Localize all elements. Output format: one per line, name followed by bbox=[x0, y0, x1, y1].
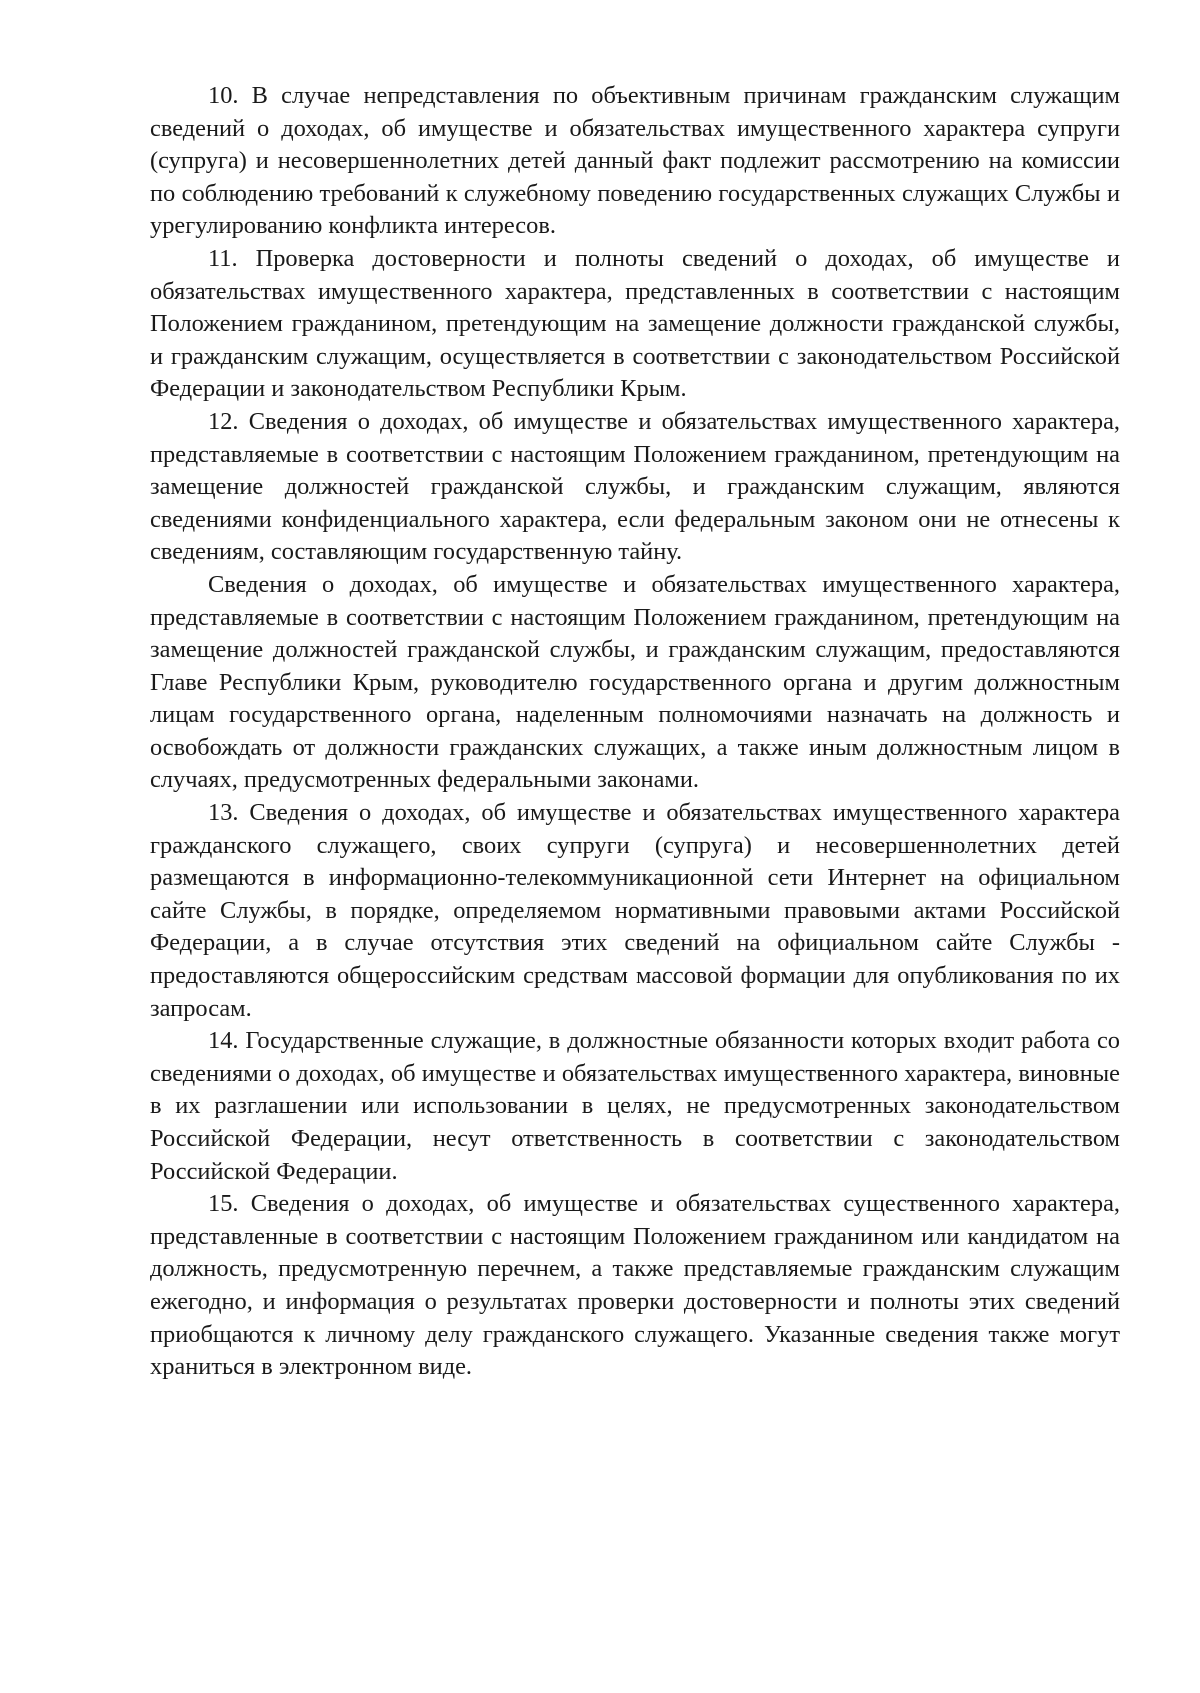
paragraph-item-13: 13. Сведения о доходах, об имуществе и обязательствах имущественного характера гражданского служащего, своих супруги (супруга) и несовершеннолетних детей размещаются в информационно-телекоммуникационной сети Интернет на официальном сайте Службы, в порядке, определяемом нормативными правовыми актами Российской Федерации, а в случае отсутствия этих сведений на официальном сайте Службы - предоставляются общероссийским средствам массовой формации для опубликования по их запросам. bbox=[150, 799, 1120, 1022]
paragraph-item-14: 14. Государственные служащие, в должностные обязанности которых входит работа со сведениями о доходах, об имуществе и обязательствах имущественного характера, виновные в их разглашении или использовании в целях, не предусмотренных законодательством Российской Федерации, несут ответственность в соответствии с законодательством Российской Федерации. bbox=[150, 1027, 1120, 1185]
paragraph-item-15: 15. Сведения о доходах, об имуществе и обязательствах существенного характера, представленные в соответствии с настоящим Положением гражданином или кандидатом на должность, предусмотренную перечнем, а также представляемые гражданским служащим ежегодно, и информация о результатах проверки достоверности и полноты этих сведений приобщаются к личному делу гражданского служащего. Указанные сведения также могут храниться в электронном виде. bbox=[150, 1190, 1120, 1381]
paragraph-item-11: 11. Проверка достоверности и полноты сведений о доходах, об имуществе и обязательствах имущественного характера, представленных в соответствии с настоящим Положением гражданином, претендующим на замещение должности гражданской службы, и гражданским служащим, осуществляется в соответствии с законодательством Российской Федерации и законодательством Республики Крым. bbox=[150, 244, 1120, 403]
paragraph-item-12: 12. Сведения о доходах, об имуществе и обязательствах имущественного характера, представляемые в соответствии с настоящим Положением гражданином, претендующим на замещение должностей гражданской службы, и гражданским служащим, являются сведениями конфиденциального характера, если федеральным законом они не отнесены к сведениям, составляющим государственную тайну. bbox=[150, 407, 1120, 566]
paragraph-item-12-continued: Сведения о доходах, об имуществе и обязательствах имущественного характера, представляемые в соответствии с настоящим Положением гражданином, претендующим на замещение должностей гражданской службы, и гражданским служащим, предоставляются Главе Республики Крым, руководителю государственного органа и другим должностным лицам государственного органа, наделенным полномочиями назначать на должность и освобождать от должности гражданских служащих, а также иным должностным лицом в случаях, предусмотренных федеральными законами. bbox=[150, 570, 1120, 794]
paragraph-item-10: 10. В случае непредставления по объективным причинам гражданским служащим сведений о доходах, об имуществе и обязательствах имущественного характера супруги (супруга) и несовершеннолетних детей данный факт подлежит рассмотрению на комиссии по соблюдению требований к служебному поведению государственных служащих Службы и урегулированию конфликта интересов. bbox=[150, 82, 1120, 240]
document-page bbox=[150, 80, 1120, 1384]
